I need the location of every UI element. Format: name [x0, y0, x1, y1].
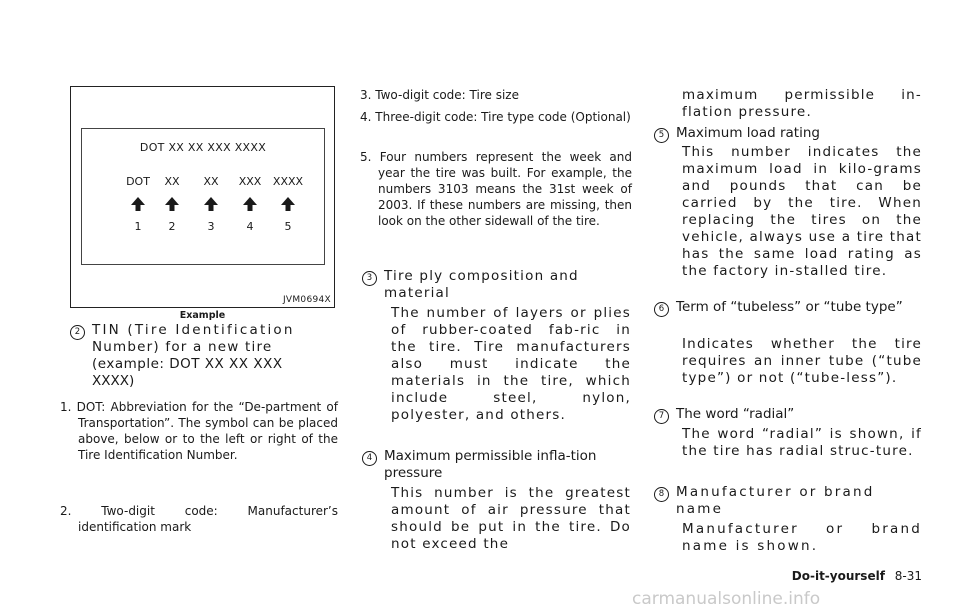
item-3-title: Tire ply composition and material [384, 268, 579, 301]
item-8-heading [654, 484, 924, 518]
up-arrow-icon [242, 196, 258, 212]
item-7-body: The word “radial” is shown, if the tire has radial struc-ture. [682, 426, 922, 459]
item-4-continued: maximum permissible in-flation pressure. [682, 87, 922, 120]
item-4-title: Maximum permissible infla-tion pressure [384, 448, 597, 481]
up-arrow-icon [280, 196, 296, 212]
circled-number-icon: 2 [70, 325, 85, 340]
item-2-heading [70, 322, 338, 390]
item-5-body: This number indicates the maximum load in kilo-grams and pounds that can be carried by the tire. When replacing the tires on the vehicle, always use a tire that has the same load rating as the factory in-stalled tire. [682, 144, 922, 279]
item-6-heading [654, 299, 924, 317]
list-item-5: 5. Four numbers represent the week and year the tire was built. For example, the numbers 3103 means the 31st week of 2003. If these numbers are missing, then look on the other sidewall of the tire. [360, 150, 632, 228]
page-number: 8-31 [894, 569, 922, 583]
section-name: Do-it-yourself [791, 569, 885, 583]
segment-label: XXX [238, 175, 262, 188]
circled-number-icon: 5 [654, 128, 669, 143]
circled-number-icon: 7 [654, 409, 669, 424]
circled-number-icon: 4 [362, 451, 377, 466]
figure-caption: Example [179, 310, 226, 321]
circled-number-icon: 8 [654, 487, 669, 502]
segment-number: 1 [134, 220, 142, 233]
item-5-heading [654, 125, 924, 143]
circled-number-icon: 6 [654, 302, 669, 317]
segment-label: XXXX [272, 175, 304, 188]
page-footer [792, 569, 922, 583]
item-7-heading [654, 406, 924, 424]
segment-number: 2 [168, 220, 176, 233]
heading-line: (example: DOT XX XX XXX [92, 356, 283, 372]
up-arrow-icon [164, 196, 180, 212]
heading-line: Number) for a new tire [92, 339, 273, 355]
item-8-title: Manufacturer or brand name [676, 484, 875, 517]
tin-example-figure [70, 86, 335, 308]
up-arrow-icon [130, 196, 146, 212]
figure-code: JVM0694X [282, 295, 331, 305]
list-item-1: 1. DOT: Abbreviation for the “De-partment of Transportation”. The symbol can be placed above, below or to the left or right of the Tire Identification Number. [60, 400, 338, 462]
heading-line: XXXX) [92, 373, 135, 389]
item-6-title: Term of “tubeless” or “tube type” [676, 299, 903, 315]
item-3-heading [362, 268, 632, 302]
circled-number-icon: 3 [362, 271, 377, 286]
item-4-heading [362, 448, 632, 482]
item-5-title: Maximum load rating [676, 125, 820, 141]
full-code-text: DOT XX XX XXX XXXX [139, 141, 267, 154]
segment-label: XX [164, 175, 180, 188]
up-arrow-icon [203, 196, 219, 212]
segment-label: DOT [126, 175, 150, 188]
list-item-2: 2. Two-digit code: Manufacturer’s identification mark [60, 504, 338, 534]
tire-code-diagram [81, 128, 325, 265]
segment-number: 3 [207, 220, 215, 233]
item-6-body: Indicates whether the tire requires an inner tube (“tube type”) or not (“tube-less”). [682, 336, 922, 386]
segment-number: 5 [284, 220, 292, 233]
segment-number: 4 [246, 220, 254, 233]
item-3-body: The number of layers or plies of rubber-coated fab-ric in the tire. Tire manufacturers also must indicate the materials in the tire, which include steel, nylon, polyester, and others. [391, 305, 631, 423]
segment-label: XX [203, 175, 219, 188]
item-4-body: This number is the greatest amount of air pressure that should be put in the tire. Do not exceed the [391, 485, 631, 552]
item-8-body: Manufacturer or brand name is shown. [682, 521, 922, 554]
list-item-3: 3. Two-digit code: Tire size [360, 88, 519, 102]
watermark: carmanualsonline.info [632, 589, 821, 609]
heading-line: TIN (Tire Identification [92, 322, 295, 338]
list-item-4: 4. Three-digit code: Tire type code (Optional) [360, 110, 631, 124]
item-7-title: The word “radial” [676, 406, 795, 422]
